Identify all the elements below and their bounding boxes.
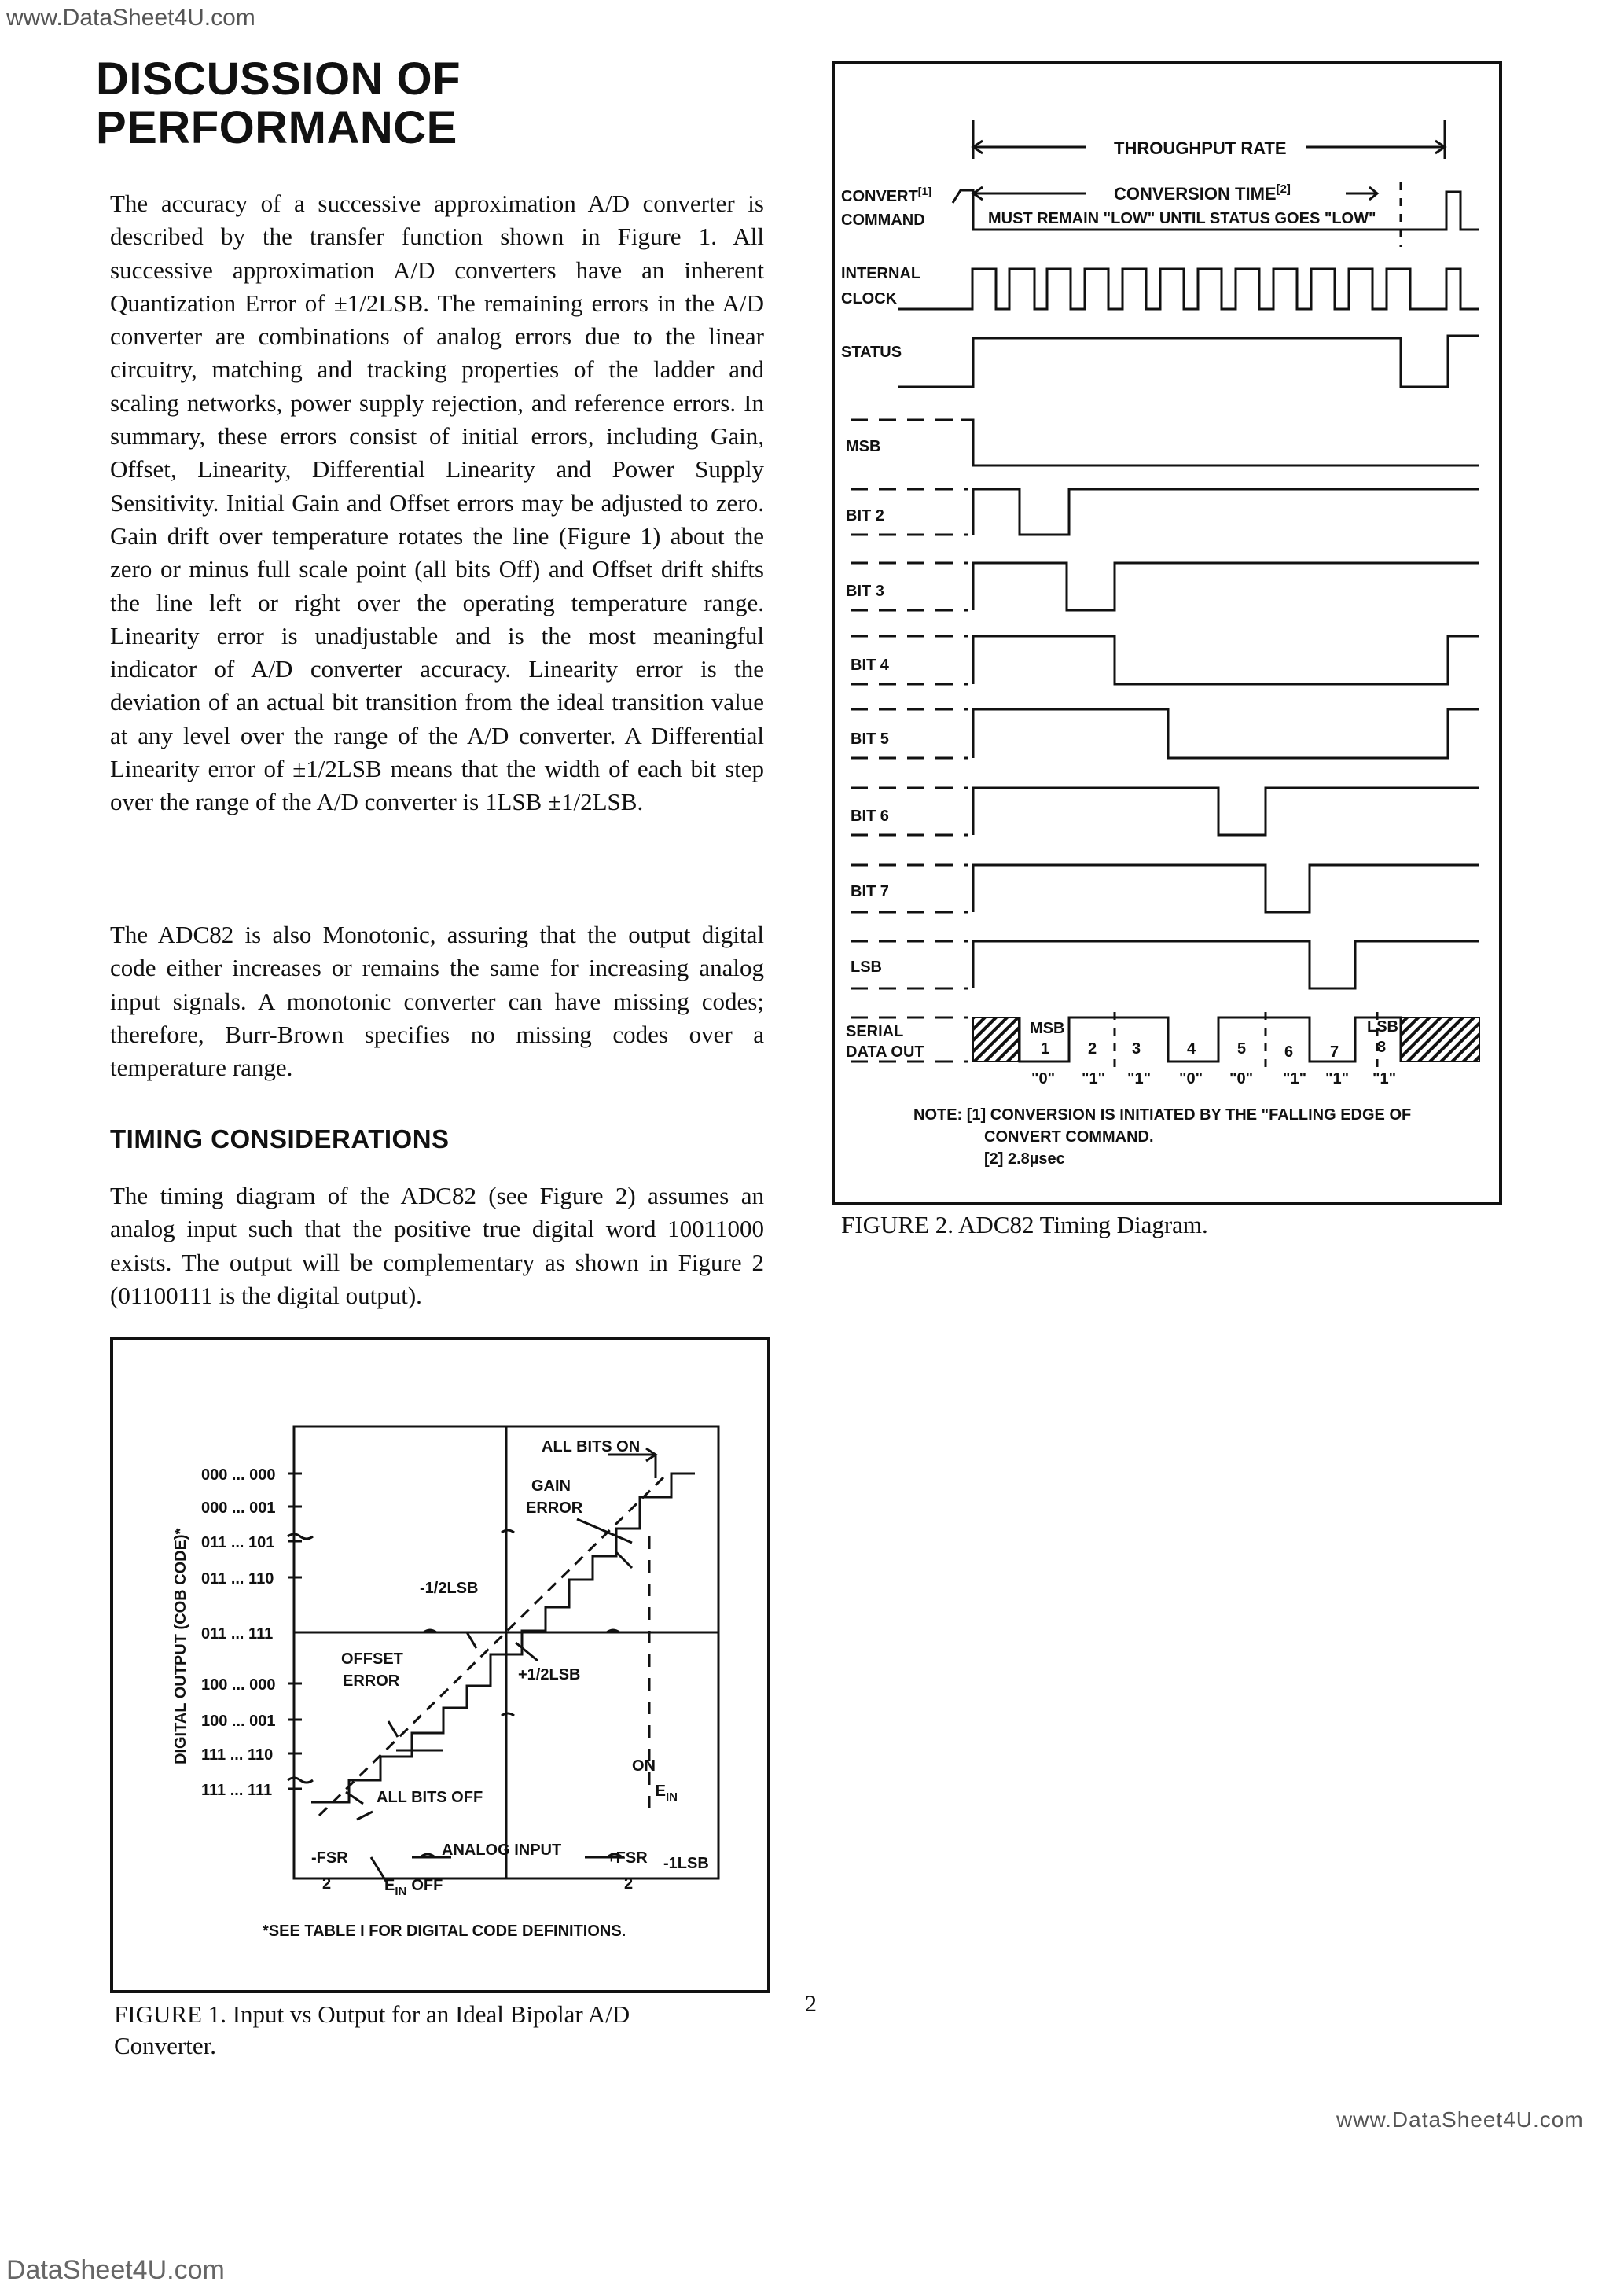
fig2-serial-val-5: "0" [1229, 1070, 1254, 1087]
fig2-serial-val-3: "1" [1127, 1070, 1152, 1087]
fig2-note-3: [2] 2.8µsec [984, 1150, 1065, 1168]
fig2-wave-bit4 [973, 636, 1479, 684]
fig2-serial-val-1: "0" [1031, 1070, 1056, 1087]
fig2-wave-bit7 [973, 865, 1479, 912]
fig2-serial-hatch-left [973, 1017, 1019, 1062]
fig1-code-6: 100 ... 001 [201, 1713, 276, 1730]
fig2-wave-bit3 [973, 563, 1479, 610]
fig2-label-command: COMMAND [841, 212, 925, 229]
figure-2-diagram [835, 64, 1499, 1202]
fig2-label-bit5: BIT 5 [851, 730, 889, 748]
figure-2-caption: FIGURE 2. ADC82 Timing Diagram. [841, 1211, 1208, 1238]
fig1-code-0: 000 ... 000 [201, 1466, 276, 1484]
fig1-offset: OFFSET [341, 1650, 403, 1668]
fig1-gain: GAIN [531, 1477, 571, 1495]
fig2-label-internal: INTERNAL [841, 265, 921, 282]
fig1-analog-input: ANALOG INPUT [442, 1842, 562, 1859]
fig2-wave-serial [1020, 1017, 1401, 1062]
fig1-minus-lsb: -1LSB [663, 1855, 709, 1872]
fig2-serial-val-6: "1" [1283, 1070, 1307, 1087]
fig2-serial-bit-2: 2 [1088, 1040, 1097, 1058]
fig2-wave-clock [898, 269, 1479, 309]
fig2-serial-hatch-right [1401, 1017, 1479, 1062]
section-heading: DISCUSSION OF PERFORMANCE [96, 53, 461, 153]
fig2-label-clock: CLOCK [841, 290, 898, 307]
fig1-e-in-off: $E_{IN}$ OFF [384, 1877, 443, 1898]
fig2-serial-val-2: "1" [1082, 1070, 1106, 1087]
fig1-code-7: 111 ... 110 [201, 1746, 274, 1764]
fig1-code-1: 000 ... 001 [201, 1499, 276, 1517]
fig2-label-msb: MSB [846, 438, 881, 455]
fig2-serial-val-7: "1" [1325, 1070, 1350, 1087]
fig1-gain-error: ERROR [526, 1499, 583, 1517]
fig1-fsr-pos: +FSR [607, 1849, 648, 1867]
fig2-wave-bit6 [973, 788, 1479, 835]
figure-1-caption: FIGURE 1. Input vs Output for an Ideal Bipolar A/D Converter. [114, 2000, 630, 2059]
fig2-serial-bit-8: 8 [1377, 1039, 1387, 1056]
fig2-serial-lsb: LSB [1367, 1018, 1398, 1036]
fig1-y-axis-title: DIGITAL OUTPUT (COB CODE)* [172, 1528, 189, 1764]
fig2-conversion-time: CONVERSION TIME[2] [1114, 182, 1291, 204]
fig1-code-4: 011 ... 111 [201, 1625, 274, 1643]
fig2-label-status: STATUS [841, 344, 902, 361]
fig1-code-3: 011 ... 110 [201, 1570, 274, 1588]
fig2-label-lsb: LSB [851, 959, 882, 976]
fig2-label-data-out: DATA OUT [846, 1043, 924, 1061]
subheading-timing: TIMING CONSIDERATIONS [110, 1124, 450, 1154]
fig2-serial-val-4: "0" [1179, 1070, 1203, 1087]
fig2-serial-bit-3: 3 [1132, 1040, 1141, 1058]
fig1-staircase [311, 1474, 695, 1802]
watermark-right[interactable]: www.DataSheet4U.com [1336, 2107, 1584, 2132]
fig1-pos-half-lsb: +1/2LSB [518, 1666, 581, 1683]
fig2-serial-val-8: "1" [1372, 1070, 1397, 1087]
paragraph-timing: The timing diagram of the ADC82 (see Figure 2) assumes an analog input such that the positive true digital word 10011000 exists. The output will be complementary as shown in Figure 2 (01100111 is the digital output). [110, 1182, 764, 1309]
fig2-serial-msb: MSB [1030, 1020, 1065, 1037]
fig2-wave-lsb [973, 941, 1479, 988]
fig2-wave-bit5 [973, 709, 1479, 758]
fig1-code-8: 111 ... 111 [201, 1782, 273, 1799]
fig2-label-bit7: BIT 7 [851, 883, 889, 900]
fig1-neg-half-lsb: -1/2LSB [420, 1580, 479, 1597]
fig2-serial-bit-1: 1 [1041, 1040, 1050, 1058]
paragraph-accuracy: The accuracy of a successive approximation A/D converter is described by the transfer function shown in Figure 1. All successive approximation A/D converters have an inherent Quantization Error of ±1/2LSB. The remaining errors in the A/D converter are combinations of analog errors due to the linear circuitry, matching and tracking properties of the ladder and scaling networks, power supply rejection, and reference errors. In summary, these errors consist of initial errors, including Gain, Offset, Linearity, Differential Linearity and Power Supply Sensitivity. Initial Gain and Offset errors may be adjusted to zero. Gain drift over temperature rotates the line (Figure 1) about the zero or minus full scale point (all bits Off) and Offset drift shifts the line left or right over the operating temperature range. Linearity error is unadjustable and is the most meaningful indicator of A/D converter accuracy. Linearity error is the deviation of an actual bit transition from the ideal transition value at any level over the range of the A/D converter. A Differential Linearity error of ±1/2LSB means that the width of each bit step over the range of the A/D converter is 1LSB ±1/2LSB. [110, 189, 764, 816]
page-number: 2 [805, 1991, 817, 2017]
fig2-serial-bit-5: 5 [1237, 1040, 1247, 1058]
watermark-top[interactable]: www.DataSheet4U.com [6, 5, 255, 31]
fig1-code-2: 011 ... 101 [201, 1534, 275, 1551]
fig2-wave-bit2 [973, 489, 1479, 535]
fig1-note: *SEE TABLE I FOR DIGITAL CODE DEFINITIONS. [263, 1923, 626, 1940]
watermark-bottom[interactable]: DataSheet4U.com [6, 2255, 225, 2285]
fig1-offset-error: ERROR [343, 1672, 400, 1690]
fig2-note-1: NOTE: [1] CONVERSION IS INITIATED BY THE "FALLING EDGE OF [913, 1106, 1412, 1124]
fig2-label-bit6: BIT 6 [851, 808, 889, 825]
fig2-serial-bit-6: 6 [1284, 1043, 1294, 1061]
fig1-fsr-pos-den: 2 [624, 1875, 634, 1893]
fig2-wave-msb [961, 420, 1479, 465]
fig1-fsr-neg-den: 2 [322, 1875, 332, 1893]
fig2-label-serial: SERIAL [846, 1023, 904, 1040]
fig1-e-in-on: $E_{IN}ON$ [632, 1757, 678, 1804]
fig1-all-bits-off: ALL BITS OFF [377, 1789, 483, 1806]
fig2-label-bit2: BIT 2 [846, 507, 884, 524]
fig1-ideal-line [319, 1477, 663, 1816]
fig1-all-bits-on: ALL BITS ON [542, 1438, 641, 1455]
fig1-fsr-neg: -FSR [311, 1849, 348, 1867]
fig2-must-remain: MUST REMAIN "LOW" UNTIL STATUS GOES "LOW" [988, 210, 1376, 227]
fig2-label-bit4: BIT 4 [851, 657, 889, 674]
fig2-label-convert: CONVERT[1] [841, 185, 931, 205]
fig2-label-bit3: BIT 3 [846, 583, 884, 600]
figure-2-timing-diagram [832, 61, 1502, 1205]
fig2-note-2: CONVERT COMMAND. [984, 1128, 1154, 1146]
fig1-code-5: 100 ... 000 [201, 1676, 276, 1694]
fig2-serial-bit-7: 7 [1330, 1043, 1339, 1061]
figure-1-transfer-function [110, 1337, 770, 1993]
fig2-wave-status [898, 336, 1479, 387]
fig2-serial-bit-4: 4 [1187, 1040, 1196, 1058]
paragraph-monotonic: The ADC82 is also Monotonic, assuring that the output digital code either increases or remains the same for increasing analog input signals. A monotonic converter can have missing codes; therefore, Burr-Brown specifies no missing codes over a temperature range. [110, 921, 764, 1082]
figure-1-diagram [113, 1340, 767, 1990]
fig2-throughput-rate: THROUGHPUT RATE [1114, 138, 1287, 158]
